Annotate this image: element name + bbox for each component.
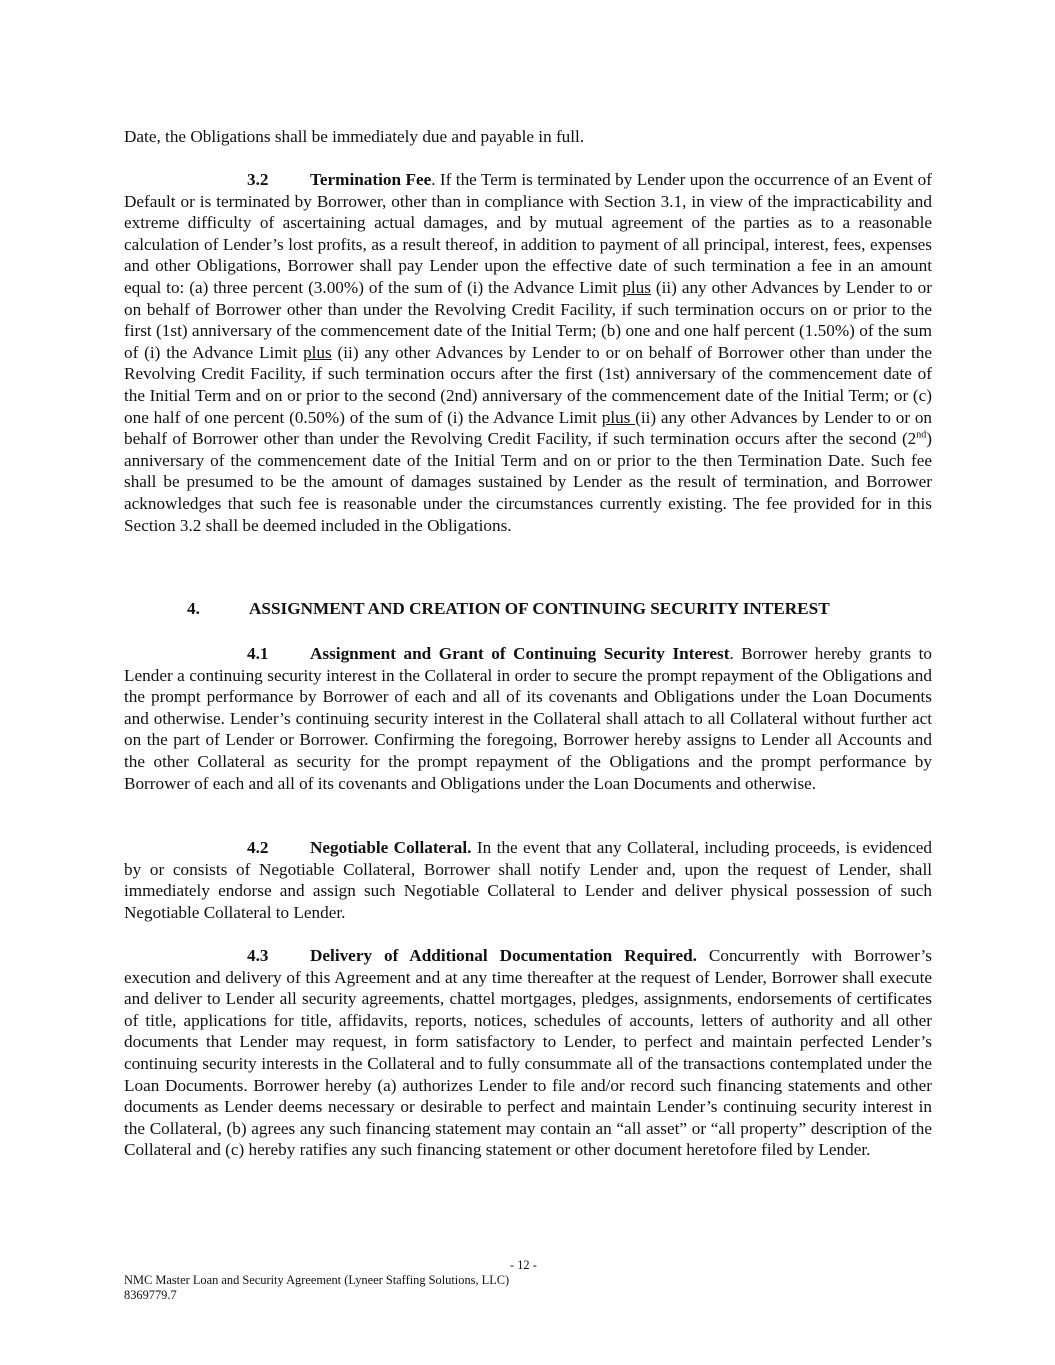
section-4-2-text: In the event that any Collateral, including proceeds, is evidenced by or consists of Negotiable Collateral, Borrower shall notify Lender and, upon the request of Lender, shall immediately endorse and assign such Negotiable Collateral to Lender and deliver physical possession of such Negotiable Collateral to Lender. (124, 838, 932, 922)
plus-term-1: plus (622, 277, 651, 297)
section-3-2-title: Termination Fee (310, 170, 432, 189)
section-4-2 (124, 837, 932, 923)
section-4-1-text: . Borrower hereby grants to Lender a continuing security interest in the Collateral in order to secure the prompt repayment of the Obligations and the prompt performance by Borrower of each and all of its covenants and Obligations under the Loan Documents and otherwise. Lender’s continuing security interest in the Collateral shall attach to all Collateral without further act on the part of Lender or Borrower. Confirming the foregoing, Borrower hereby assigns to Lender all Accounts and the other Collateral as security for the prompt repayment of the Obligations and the prompt performance by Borrower of each and all of its covenants and Obligations under the Loan Documents and otherwise. (124, 644, 933, 793)
plus-term-2: plus (303, 342, 332, 362)
page-number: - 12 - (510, 1258, 537, 1272)
section-4-number: 4. (187, 599, 200, 618)
plus-term-3: plus (601, 407, 636, 427)
section-4-1 (124, 643, 932, 794)
section-3-2-text-5: ) anniversary of the commencement date of the Initial Term and on or prior to the then Termination Date. Such fee shall be presumed to be the amount of damages sustained by Lender as the result of termination, and Borrower acknowledges that such fee is reasonable under the circumstances currently existing. The fee provided for in this Section 3.2 shall be deemed included in the Obligations. (124, 429, 932, 535)
section-3-2-text-3: (ii) any other Advances by Lender to or on behalf of Borrower other than under the Revolving Credit Facility, if such termination occurs after the first (1st) anniversary of the commencement date of the Initial Term and on or prior to the second (2nd) anniversary of the commencement date of the Initial Term; or (c) one half of one percent (0.50%) of the sum of (i) the Advance Limit (124, 342, 932, 427)
section-4-2-number: 4.2 (247, 838, 269, 857)
section-4-3-title: Delivery of Additional Documentation Required. (310, 946, 697, 965)
section-4-title: ASSIGNMENT AND CREATION OF CONTINUING SECURITY INTEREST (249, 599, 830, 618)
footer-document-id: 8369779.7 (124, 1288, 177, 1302)
continuation-text: Date, the Obligations shall be immediately due and payable in full. (124, 127, 585, 146)
section-3-2-text-4: (ii) any other Advances by Lender to or on behalf of Borrower other than under the Revolving Credit Facility, if such termination occurs after the second (2 (124, 407, 933, 449)
section-3-2-text-2: (ii) any other Advances by Lender to or on behalf of Borrower other than under the Revolving Credit Facility, if such termination occurs on or prior to the first (1st) anniversary of the commencement date of the Initial Term; (b) one and one half percent (1.50%) of the sum of (i) the Advance Limit (124, 277, 932, 362)
section-4-1-title: Assignment and Grant of Continuing Security Interest (310, 644, 730, 663)
section-4-1-number: 4.1 (247, 644, 269, 663)
section-4-3-text: Concurrently with Borrower’s execution and delivery of this Agreement and at any time thereafter at the request of Lender, Borrower shall execute and deliver to Lender all security agreements, chattel mortgages, pledges, assignments, endorsements of certificates of title, applications for title, affidavits, reports, notices, schedules of accounts, letters of authority and all other documents that Lender may request, in form satisfactory to Lender, to perfect and maintain perfected Lender’s continuing security interests in the Collateral and to fully consummate all of the transactions contemplated under the Loan Documents. Borrower hereby (a) authorizes Lender to file and/or record such financing statements and other documents as Lender deems necessary or desirable to perfect and maintain Lender’s continuing security interest in the Collateral, (b) agrees any such financing statement may contain an “all asset” or “all property” description of the Collateral and (c) hereby ratifies any such financing statement or other document heretofore filed by Lender. (124, 946, 932, 1160)
section-4-3-number: 4.3 (247, 946, 269, 965)
section-3-2-number: 3.2 (247, 170, 269, 189)
section-3-2 (124, 169, 932, 536)
ordinal-superscript: nd (916, 429, 927, 441)
footer-document-title: NMC Master Loan and Security Agreement (Lyneer Staffing Solutions, LLC) (124, 1273, 510, 1287)
section-4-3 (124, 945, 932, 1161)
section-3-2-text-1: . If the Term is terminated by Lender upon the occurrence of an Event of Default or is terminated by Borrower, other than in compliance with Section 3.1, in view of the impracticability and extreme difficulty of ascertaining actual damages, and by mutual agreement of the parties as to a reasonable calculation of Lender’s lost profits, as a result thereof, in addition to payment of all principal, interest, fees, expenses and other Obligations, Borrower shall pay Lender upon the effective date of such termination a fee in an amount equal to: (a) three percent (3.00%) of the sum of (i) the Advance Limit (124, 170, 933, 297)
section-4-2-title: Negotiable Collateral. (310, 838, 472, 857)
